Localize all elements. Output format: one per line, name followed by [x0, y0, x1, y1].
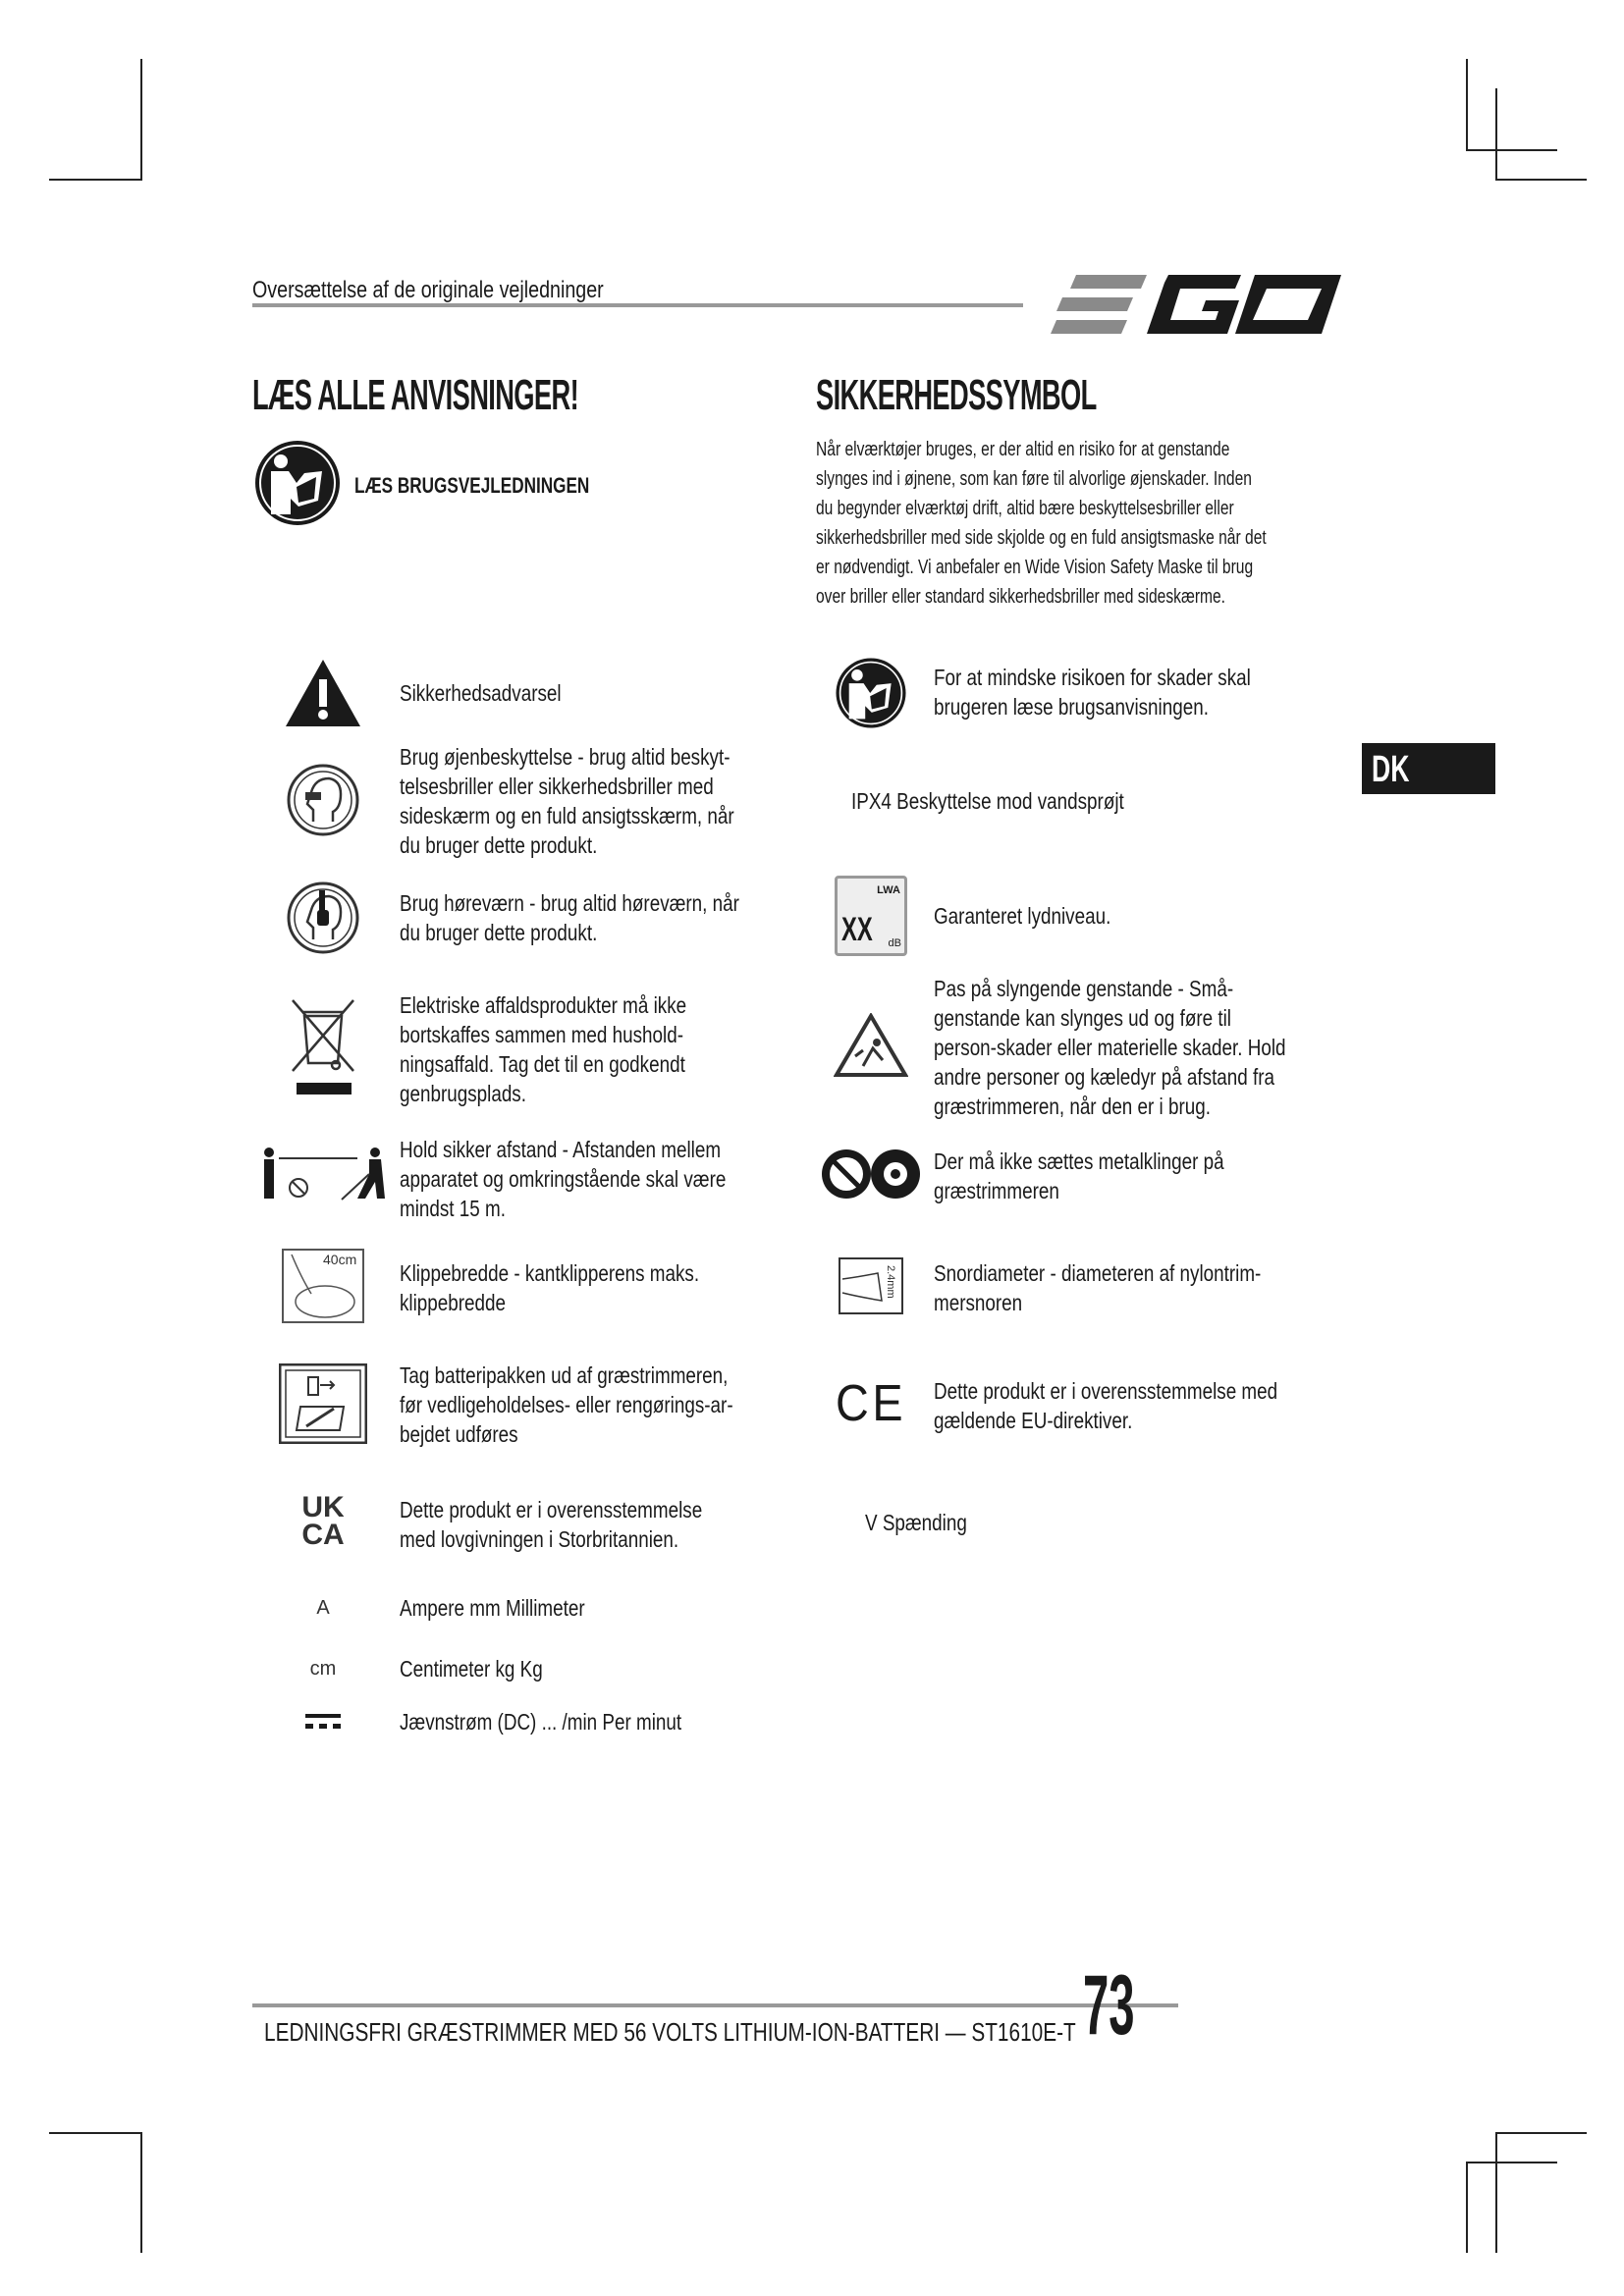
safe-distance-icon [254, 1120, 392, 1228]
crop-mark [140, 59, 142, 180]
description-line: genstande kan slynges ud og føre til [934, 1005, 1232, 1031]
description-line: brugeren læse brugsanvisningen. [934, 694, 1209, 720]
language-tab-label: DK [1372, 749, 1410, 790]
description-line: Pas på slyngende genstande - Små- [934, 976, 1234, 1001]
icon-text: 2.4mm [885, 1265, 896, 1299]
description-line: andre personer og kæledyr på afstand fra [934, 1064, 1275, 1090]
left-heading: LÆS ALLE ANVISNINGER! [252, 371, 579, 419]
description-line: Tag batteripakken ud af græstrimmeren, [400, 1362, 729, 1388]
intro-line: Når elværktøjer bruges, er der altid en risiko for at genstande [816, 439, 1230, 460]
sound-level-icon [802, 862, 940, 970]
crop-mark [1466, 149, 1557, 151]
description-line: telsesbriller eller sikkerhedsbriller med [400, 774, 714, 799]
icon-text: 40cm [323, 1252, 357, 1267]
description-line: Der må ikke sættes metalklinger på [934, 1148, 1224, 1174]
description-line: Sikkerhedsadvarsel [400, 680, 562, 706]
description-line: før vedligeholdelses- eller rengørings-ar- [400, 1392, 733, 1417]
symbol-description [400, 1593, 585, 1623]
ear-protection-icon [254, 864, 392, 972]
symbol-description [400, 888, 739, 947]
description-line: med lovgivningen i Storbritannien. [400, 1526, 679, 1552]
header-subtitle: Oversættelse af de originale vejledninger [252, 277, 604, 303]
description-line: Garanteret lydniveau. [934, 903, 1111, 929]
eye-protection-icon [254, 746, 392, 854]
description-line: Ampere mm Millimeter [400, 1595, 585, 1621]
description-line: du bruger dette produkt. [400, 832, 598, 858]
description-line: Centimeter kg Kg [400, 1656, 543, 1682]
description-line: du bruger dette produkt. [400, 920, 598, 945]
symbol-description [851, 786, 1124, 816]
description-line: bortskaffes sammen med hushold- [400, 1022, 683, 1047]
crop-mark [49, 179, 142, 181]
description-line: Snordiameter - diameteren af nylontrim- [934, 1260, 1262, 1286]
cutting-width-icon [254, 1232, 392, 1340]
description-line: apparatet og omkringstående skal være [400, 1166, 727, 1192]
header-rule [252, 303, 1023, 307]
read-manual-icon [253, 438, 342, 528]
weee-bin-icon [254, 991, 392, 1099]
description-line: genbrugsplads. [400, 1081, 526, 1106]
language-tab [1362, 743, 1495, 794]
description-line: mersnoren [934, 1290, 1023, 1315]
description-line: græstrimmeren [934, 1178, 1059, 1203]
symbol-description [934, 1258, 1261, 1317]
description-line: ningsaffald. Tag det til en godkendt [400, 1051, 685, 1077]
footer-title: LEDNINGSFRI GRÆSTRIMMER MED 56 VOLTS LITHIUM-ION-BATTERI — ST1610E-T [264, 2017, 1076, 2047]
crop-mark [1495, 179, 1587, 181]
description-line: V Spænding [865, 1510, 967, 1535]
symbol-description [400, 1258, 699, 1317]
symbol-description [934, 1147, 1224, 1205]
intro-line: slynges ind i øjnene, som kan føre til alvorlige øjenskader. Inden [816, 468, 1252, 490]
symbol-description [400, 742, 734, 860]
warning-triangle-icon [254, 639, 392, 747]
crop-mark [1495, 2132, 1587, 2134]
read-manual-label: LÆS BRUGSVEJLEDNINGEN [354, 473, 590, 498]
description-line: IPX4 Beskyttelse mod vandsprøjt [851, 788, 1124, 814]
description-line: bejdet udføres [400, 1421, 518, 1447]
description-line: Dette produkt er i overensstemmelse med [934, 1378, 1278, 1404]
ukca-mark-text: UK CA [301, 1491, 345, 1551]
description-line: Dette produkt er i overensstemmelse [400, 1497, 703, 1522]
description-line: Jævnstrøm (DC) ... /min Per minut [400, 1709, 682, 1735]
remove-battery-icon [254, 1350, 392, 1458]
description-line: person-skader eller materielle skader. Hold [934, 1035, 1286, 1060]
description-line: mindst 15 m. [400, 1196, 506, 1221]
description-line: Brug høreværn - brug altid høreværn, når [400, 890, 739, 916]
no-metal-blades-icon [802, 1120, 940, 1228]
symbol-description [400, 1495, 702, 1554]
ce-mark-text: CE [835, 1375, 907, 1432]
description-line: Hold sikker afstand - Afstanden mellem [400, 1137, 722, 1162]
intro-line: du begynder elværktøj drift, altid bære beskyttelsesbriller eller [816, 498, 1234, 519]
intro-line: over briller eller standard sikkerhedsbriller med sideskærme. [816, 586, 1226, 608]
read-manual-icon [802, 639, 940, 747]
intro-line: er nødvendigt. Vi anbefaler en Wide Vision Safety Maske til brug [816, 557, 1254, 578]
direct-current-icon [254, 1668, 392, 1776]
page-number: 73 [1083, 1958, 1135, 2053]
symbol-description [400, 678, 562, 708]
right-heading: SIKKERHEDSSYMBOL [816, 371, 1097, 419]
ego-logo [1049, 271, 1343, 343]
description-line: For at mindske risikoen for skader skal [934, 665, 1251, 690]
description-line: Elektriske affaldsprodukter må ikke [400, 992, 687, 1018]
symbol-description [400, 1654, 543, 1683]
description-line: gældende EU-direktiver. [934, 1408, 1133, 1433]
unit-symbol-text: cm [309, 1657, 337, 1680]
crop-mark [49, 2132, 142, 2134]
thrown-objects-icon [802, 991, 940, 1099]
symbol-description [400, 990, 686, 1108]
symbol-description [400, 1361, 733, 1449]
symbol-description [934, 663, 1251, 721]
sound-level-unit: dB [888, 937, 901, 949]
crop-mark [140, 2132, 142, 2253]
description-line: sideskærm og en fuld ansigtsskærm, når [400, 803, 734, 828]
crop-mark [1495, 2132, 1497, 2253]
description-line: Klippebredde - kantklipperens maks. [400, 1260, 700, 1286]
crop-mark [1466, 59, 1468, 150]
intro-paragraph [816, 435, 1267, 612]
crop-mark [1495, 88, 1497, 180]
symbol-description [400, 1135, 726, 1223]
crop-mark [1466, 2162, 1468, 2253]
unit-symbol-text: A [316, 1596, 330, 1619]
sound-level-sup: LWA [877, 884, 900, 896]
description-line: klippebredde [400, 1290, 507, 1315]
symbol-description [934, 1376, 1277, 1435]
description-line: Brug øjenbeskyttelse - brug altid beskyt- [400, 744, 731, 770]
symbol-description [934, 974, 1286, 1121]
ce-mark-icon [802, 1350, 940, 1458]
crop-mark [1466, 2162, 1557, 2163]
description-line: græstrimmeren, når den er i brug. [934, 1094, 1211, 1119]
footer-rule [252, 2003, 1178, 2007]
line-diameter-icon [802, 1232, 940, 1340]
symbol-description [865, 1508, 967, 1537]
symbol-description [934, 901, 1110, 931]
symbol-description [400, 1707, 681, 1736]
intro-line: sikkerhedsbriller med side skjolde og en fuld ansigtsmaske når det [816, 527, 1267, 549]
sound-level-value: XX [841, 911, 873, 948]
